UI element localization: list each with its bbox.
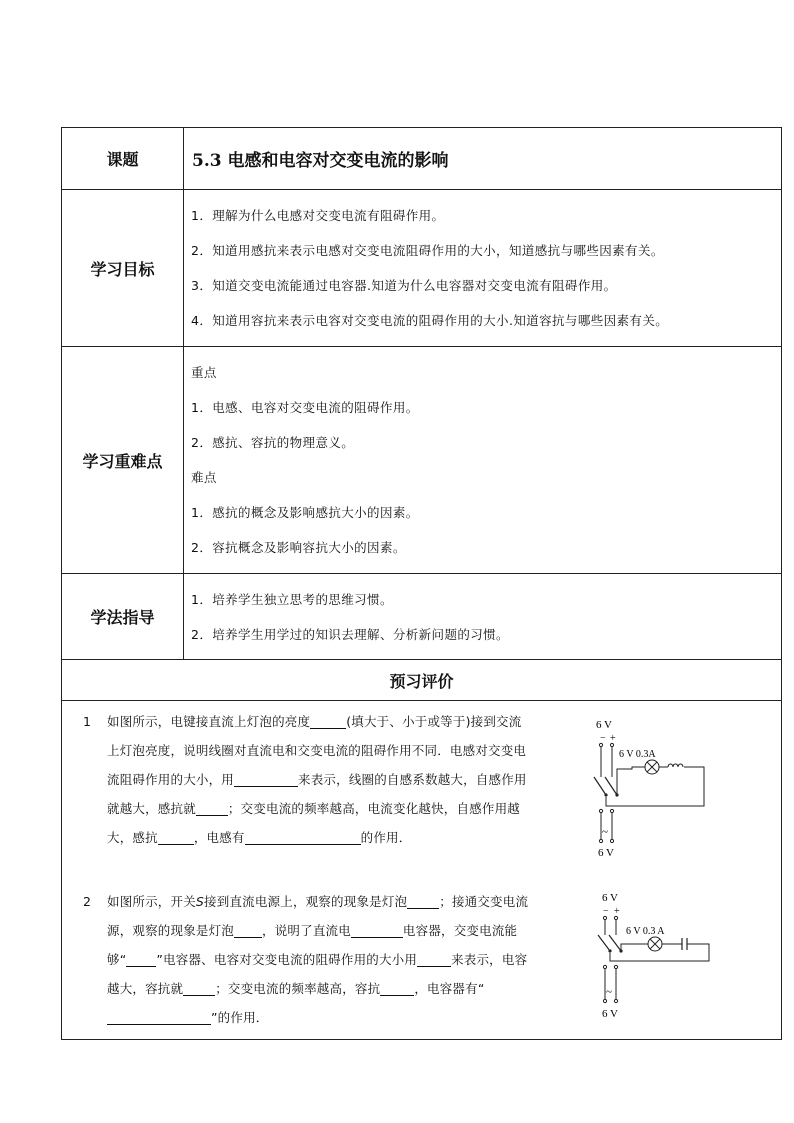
- goal-item: 4．知道用容抗来表示电容对交变电流的阻碍作用的大小.知道容抗与哪些因素有关。: [191, 313, 669, 328]
- dc-voltage-label: 6 V: [601, 892, 618, 904]
- keypoint-item: 1．电感、电容对交变电流的阻碍作用。: [191, 400, 419, 415]
- topic-label: 课题: [62, 128, 184, 190]
- switch-blade[interactable]: [598, 935, 610, 951]
- preview-heading: 预习评价: [62, 660, 782, 701]
- question-number: 1: [83, 714, 92, 729]
- figure-1-cell: [542, 701, 781, 887]
- answer-blank[interactable]: [245, 828, 361, 845]
- preview-question-grid: [62, 701, 781, 1039]
- plus-sign: +: [613, 906, 620, 917]
- goal-item: 3．知道交变电流能通过电容器.知道为什么电容器对交变电流有阻碍作用。: [191, 278, 617, 293]
- row-preview-heading: [62, 660, 782, 701]
- plus-sign: +: [609, 733, 616, 744]
- difficulty-item: 1．感抗的概念及影响感抗大小的因素。: [191, 505, 419, 520]
- switch-blade[interactable]: [609, 935, 621, 951]
- goal-item: 1．理解为什么电感对交变电流有阻碍作用。: [191, 208, 445, 223]
- ac-voltage-label: 6 V: [597, 847, 614, 859]
- minus-sign: −: [599, 733, 606, 744]
- terminal: [610, 809, 613, 812]
- goals-content: [184, 190, 782, 347]
- terminal: [599, 743, 602, 746]
- question-1: 1 如图所示，电键接直流上灯泡的亮度 (填大于、小于或等于)接到交流上灯泡亮度，说明线圈对直流电和交变电流的阻碍作用不同．电感对交变电流阻碍作用的大小，用 来表示，线圈的自感系数越大，自感作用就越大，感抗就 ；交变电流的频率越高，电流变化越快，自感作用越大，感抗 ，电感有 的作用．: [62, 707, 542, 852]
- lesson-sheet: [61, 127, 781, 1028]
- answer-blank[interactable]: [407, 892, 439, 909]
- switch-pivot: [604, 793, 607, 796]
- question-2: 2 如图所示，开关S接到直流电源上，观察的现象是灯泡 ；接通交变电流源，观察的现象是灯泡 ，说明了直流电 电容器，交变电流能够“ ”电容器、电容对交变电流的阻碍作用的大小用 来表示，电容越大，容抗就 ；交变电流的频率越高，容抗 ，电容器有“”的作用．: [62, 887, 542, 1032]
- lamp-rating-label: 6 V 0.3 A: [625, 926, 665, 937]
- terminal: [603, 965, 606, 968]
- topic-title: 5.3 电感和电容对交变电流的影响: [184, 128, 782, 190]
- keypoints-content: [184, 347, 782, 574]
- inductor-coil-icon: [668, 764, 683, 767]
- terminal: [614, 965, 617, 968]
- capacitor-circuit-diagram: [542, 887, 781, 1035]
- answer-blank[interactable]: [107, 1008, 211, 1025]
- answer-blank[interactable]: [380, 979, 414, 996]
- minus-sign: −: [602, 906, 609, 917]
- dc-voltage-label: 6 V: [595, 719, 612, 731]
- terminal: [610, 839, 613, 842]
- ac-voltage-label: 6 V: [601, 1008, 618, 1020]
- ac-symbol: ~: [601, 826, 608, 838]
- inductor-circuit-diagram: [542, 701, 781, 883]
- wire: [621, 944, 648, 951]
- switch-pivot: [608, 949, 611, 952]
- terminal: [603, 916, 606, 919]
- answer-blank[interactable]: [126, 950, 156, 967]
- ac-symbol: ~: [605, 986, 612, 998]
- goal-item: 2．知道用感抗来表示电感对交变电流阻碍作用的大小，知道感抗与哪些因素有关。: [191, 243, 664, 258]
- terminal: [614, 999, 617, 1002]
- difficulty-item: 2．容抗概念及影响容抗大小的因素。: [191, 540, 406, 555]
- terminal: [599, 809, 602, 812]
- keypoint-item: 2．感抗、容抗的物理意义。: [191, 435, 355, 450]
- answer-blank[interactable]: [310, 712, 346, 729]
- row-methods: [62, 574, 782, 660]
- row-keypoints: [62, 347, 782, 574]
- terminal: [603, 999, 606, 1002]
- answer-blank[interactable]: [351, 921, 403, 938]
- question-number: 2: [83, 894, 92, 909]
- lamp-rating-label: 6 V 0.3A: [618, 749, 656, 760]
- switch-blade[interactable]: [594, 777, 606, 795]
- answer-blank[interactable]: [417, 950, 451, 967]
- difficulties-heading: 难点: [191, 470, 217, 485]
- lesson-table: [61, 127, 782, 1040]
- method-item: 1．培养学生独立思考的思维习惯。: [191, 591, 393, 607]
- keypoints-heading: 重点: [191, 365, 217, 380]
- terminal: [614, 916, 617, 919]
- row-topic: [62, 128, 782, 190]
- keypoints-label: 学习重难点: [62, 347, 184, 574]
- methods-label: 学法指导: [62, 574, 184, 660]
- goals-label: 学习目标: [62, 190, 184, 347]
- row-preview-questions: [62, 701, 782, 1040]
- switch-blade[interactable]: [605, 777, 617, 795]
- figure-2-cell: [542, 887, 781, 1039]
- row-goals: [62, 190, 782, 347]
- method-item: 2．培养学生用学过的知识去理解、分析新问题的习惯。: [191, 626, 509, 642]
- answer-blank[interactable]: [158, 828, 194, 845]
- answer-blank[interactable]: [196, 799, 228, 816]
- terminal: [610, 743, 613, 746]
- answer-blank[interactable]: [234, 921, 262, 938]
- answer-blank[interactable]: [183, 979, 215, 996]
- terminal: [599, 839, 602, 842]
- wire: [617, 767, 645, 795]
- answer-blank[interactable]: [234, 770, 298, 787]
- methods-content: [184, 574, 782, 660]
